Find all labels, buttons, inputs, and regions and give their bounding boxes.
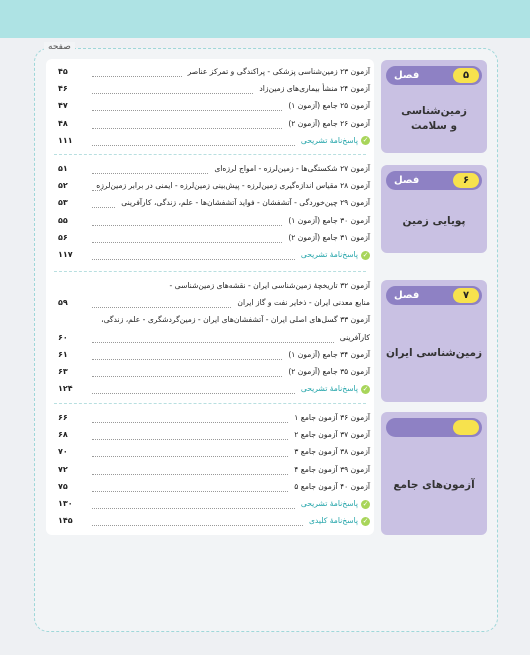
toc-page-number: ۵۵: [58, 215, 68, 225]
toc-row-title: آزمون ۳۰ جامع (آزمون ۱): [288, 215, 370, 225]
toc-row-title: آزمون ۳۵ جامع (آزمون ۲): [288, 367, 370, 376]
toc-row-title: ✓پاسخ‌نامهٔ تشریحی: [300, 135, 369, 145]
toc-row[interactable]: [52, 412, 370, 428]
dot-leader: [92, 173, 208, 174]
chapter-pill: [386, 418, 482, 437]
toc-row-title: آزمون ۳۶ آزمون جامع ۱: [294, 413, 370, 422]
toc-row-title: آزمون ۲۹ چین‌خوردگی - آتشفشان - فواید آتشفشان‌ها - علم، زندگی، کارآفرینی: [121, 198, 370, 208]
toc-row[interactable]: [52, 481, 370, 497]
toc-row[interactable]: [52, 232, 370, 248]
toc-row[interactable]: [52, 366, 370, 382]
chapter-card[interactable]: [381, 60, 487, 153]
chapter-number-badge: ۷: [453, 288, 479, 303]
toc-row-title: ✓پاسخ‌نامهٔ تشریحی: [300, 250, 369, 259]
chapter-number-badge: ۵: [453, 68, 479, 83]
answer-key-link[interactable]: [52, 515, 370, 531]
chapter-number-badge: [453, 420, 479, 435]
toc-page-number: ۱۲۴: [58, 384, 73, 394]
toc-row[interactable]: [52, 163, 370, 179]
chapter-pill: [386, 171, 482, 190]
dot-leader: [92, 474, 288, 475]
check-icon: ✓: [362, 499, 369, 508]
toc-row[interactable]: [52, 446, 370, 462]
chapter-title: زمین‌شناسی: [401, 105, 467, 117]
toc-page-number: ۴۷: [58, 101, 68, 111]
chapter-card[interactable]: [381, 165, 487, 253]
toc-row[interactable]: [52, 332, 370, 348]
answer-key-link[interactable]: [52, 135, 370, 151]
toc-row-title: ✓پاسخ‌نامهٔ تشریحی: [300, 384, 369, 394]
group-divider: [54, 403, 366, 404]
answer-key-link[interactable]: [52, 498, 370, 514]
dot-leader: [92, 110, 282, 111]
toc-page-number: ۶۳: [58, 367, 68, 376]
chapter-pill-label: فصل: [394, 175, 420, 186]
page-column-label: صفحه: [44, 42, 75, 52]
dot-leader: [92, 456, 288, 457]
toc-page-number: ۶۰: [58, 332, 68, 342]
toc-row-title: آزمون ۲۴ منشأ بیماری‌های زمین‌زاد: [259, 84, 370, 94]
toc-row-title: آزمون ۳۱ جامع (آزمون ۲): [288, 232, 370, 242]
toc-row[interactable]: [52, 314, 370, 330]
toc-page-number: ۷۲: [58, 464, 68, 474]
dot-leader: [92, 128, 282, 129]
toc-page-number: ۴۸: [58, 118, 68, 128]
toc-page-number: ۶۸: [58, 430, 68, 440]
toc-row-title: آزمون ۳۲ تاریخچهٔ زمین‌شناسی ایران - نقشه‌های زمین‌شناسی -: [169, 281, 370, 290]
dot-leader: [92, 93, 253, 94]
check-icon: ✓: [362, 384, 369, 393]
toc-row[interactable]: [52, 429, 370, 445]
chapter-title: زمین‌شناسی ایران: [385, 346, 483, 359]
chapter-title: و سلامت: [410, 120, 458, 132]
dot-leader: [92, 508, 295, 509]
top-band: [0, 0, 530, 38]
toc-page-number: ۵۱: [58, 164, 68, 173]
dot-leader: [92, 145, 295, 146]
dot-leader: [92, 359, 282, 360]
toc-row-title: آزمون ۲۷ شکستگی‌ها - زمین‌لرزه - امواج لرزه‌ای: [214, 164, 370, 173]
chapter-number-badge: ۶: [453, 173, 479, 188]
toc-row-title: ✓پاسخ‌نامهٔ کلیدی: [308, 516, 369, 526]
toc-page-number: ۶۱: [58, 349, 68, 359]
dot-leader: [92, 342, 334, 343]
toc-row[interactable]: [52, 349, 370, 365]
toc-row-title: آزمون ۴۰ آزمون جامع ۵: [294, 481, 370, 491]
chapter-pill-label: فصل: [394, 70, 420, 81]
toc-row[interactable]: [52, 118, 370, 134]
toc-row[interactable]: [52, 197, 370, 213]
toc-row[interactable]: [52, 180, 370, 196]
dot-leader: [92, 307, 231, 308]
dot-leader: [92, 259, 295, 260]
toc-row-title: آزمون ۳۳ گسل‌های اصلی ایران - آتشفشان‌های ایران - زمین‌گردشگری - علم، زندگی،: [101, 315, 370, 325]
toc-row-title: منابع معدنی ایران - ذخایر نفت و گاز ایران: [237, 298, 370, 308]
chapter-pill: [386, 66, 482, 85]
dot-leader: [92, 190, 102, 191]
toc-page-number: ۵۶: [58, 232, 68, 242]
toc-row[interactable]: [52, 83, 370, 99]
dot-leader: [92, 242, 282, 243]
group-divider: [54, 271, 366, 272]
toc-page-number: ۵۳: [58, 198, 68, 208]
check-icon: ✓: [362, 250, 369, 259]
chapter-title: آزمون‌های جامع: [393, 479, 475, 491]
dot-leader: [92, 525, 303, 526]
toc-page-number: ۶۶: [58, 413, 68, 422]
check-icon: ✓: [362, 516, 369, 525]
toc-page-number: ۱۱۷: [58, 250, 73, 259]
dot-leader: [92, 393, 295, 394]
toc-page-number: ۱۴۵: [58, 516, 73, 526]
toc-row-title: آزمون ۳۷ آزمون جامع ۲: [294, 430, 370, 440]
toc-row[interactable]: [52, 280, 370, 296]
dot-leader: [92, 491, 288, 492]
toc-row[interactable]: [52, 100, 370, 116]
group-divider: [54, 154, 366, 155]
toc-row[interactable]: [52, 66, 370, 82]
toc-page-number: ۷۵: [58, 481, 68, 491]
toc-row-title: کارآفرینی: [339, 332, 370, 342]
dot-leader: [92, 225, 282, 226]
toc-row-title: آزمون ۲۸ مقیاس اندازه‌گیری زمین‌لرزه - پیش‌بینی زمین‌لرزه - ایمنی در برابر زمین‌لرزه: [96, 181, 370, 191]
chapter-card[interactable]: [381, 280, 487, 402]
toc-row[interactable]: [52, 215, 370, 231]
dot-leader: [92, 76, 182, 77]
toc-page-number: ۱۱۱: [58, 135, 73, 145]
chapter-pill-label: فصل: [394, 290, 420, 301]
answer-key-link[interactable]: [52, 383, 370, 399]
dot-leader: [92, 207, 115, 208]
toc-page-number: ۴۵: [58, 67, 68, 76]
toc-row-title: آزمون ۲۶ جامع (آزمون ۲): [288, 118, 370, 128]
toc-page-number: ۵۹: [58, 298, 68, 308]
answer-key-link[interactable]: [52, 249, 370, 265]
toc-row-title: آزمون ۳۴ جامع (آزمون ۱): [288, 349, 370, 359]
toc-row-title: آزمون ۳۸ آزمون جامع ۳: [294, 447, 370, 457]
toc-row-title: آزمون ۲۳ زمین‌شناسی پزشکی - پراکندگی و تمرکز عناصر: [187, 67, 370, 76]
toc-row[interactable]: [52, 464, 370, 480]
chapter-card[interactable]: [381, 412, 487, 535]
toc-page-number: ۴۶: [58, 84, 68, 94]
dot-leader: [92, 439, 288, 440]
toc-page-number: ۱۳۰: [58, 499, 73, 508]
toc-page-number: ۷۰: [58, 447, 68, 457]
toc-row-title: آزمون ۳۹ آزمون جامع ۴: [294, 464, 370, 474]
toc-row-title: ✓پاسخ‌نامهٔ تشریحی: [300, 499, 369, 508]
toc-row-title: آزمون ۲۵ جامع (آزمون ۱): [288, 101, 370, 111]
toc-row[interactable]: [52, 297, 370, 313]
toc-page-number: ۵۲: [58, 181, 68, 191]
chapter-pill: [386, 286, 482, 305]
dot-leader: [92, 422, 288, 423]
check-icon: ✓: [362, 136, 369, 145]
dot-leader: [92, 376, 282, 377]
chapter-title: پویایی زمین: [402, 214, 466, 227]
